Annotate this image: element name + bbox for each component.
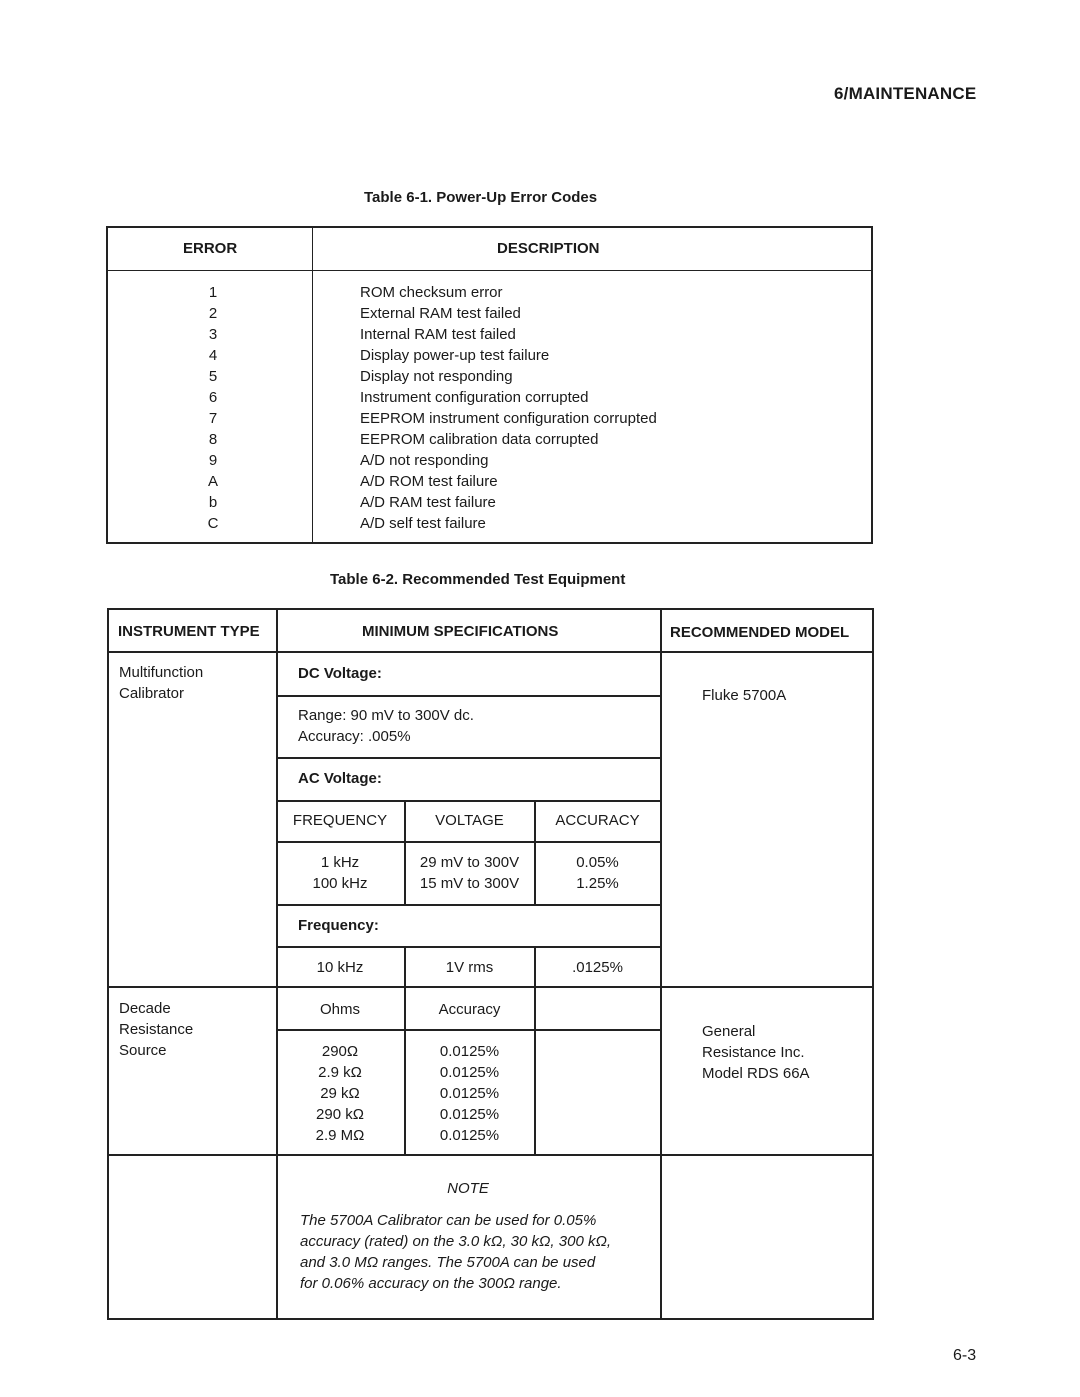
min-specs-header: MINIMUM SPECIFICATIONS xyxy=(362,623,559,640)
column-divider xyxy=(660,610,662,1318)
freq-frequency: 10 kHz xyxy=(316,959,364,976)
dc-voltage-heading: DC Voltage: xyxy=(298,665,382,682)
error-code: 9 xyxy=(208,452,218,469)
spec-divider xyxy=(276,800,660,802)
header-divider xyxy=(109,651,872,653)
instrument-name: Multifunction xyxy=(119,664,204,681)
spec-divider xyxy=(276,757,660,759)
accuracy-col-header: Accuracy xyxy=(438,1001,501,1018)
freq-accuracy: .0125% xyxy=(572,959,623,976)
ac-frequency: 1 kHz xyxy=(320,854,360,871)
instrument-type-header: INSTRUMENT TYPE xyxy=(118,623,260,640)
ohms-value: 29 kΩ xyxy=(320,1085,360,1102)
ohms-value: 2.9 kΩ xyxy=(318,1064,362,1081)
ohms-value: 2.9 MΩ xyxy=(315,1127,365,1144)
recommended-model: Fluke 5700A xyxy=(702,687,787,704)
frequency-col-header: FREQUENCY xyxy=(292,812,388,829)
error-description: Display not responding xyxy=(360,368,513,385)
ohms-accuracy: 0.0125% xyxy=(439,1106,500,1123)
ohms-value: 290 kΩ xyxy=(316,1106,364,1123)
error-code: 5 xyxy=(208,368,218,385)
section-header: 6/MAINTENANCE xyxy=(834,84,977,103)
table1-caption: Table 6-1. Power-Up Error Codes xyxy=(364,189,598,206)
instrument-name: Source xyxy=(119,1042,167,1059)
header-divider xyxy=(108,270,871,271)
description-column xyxy=(360,282,657,534)
voltage-col-header: VOLTAGE xyxy=(435,812,504,829)
description-column-header: DESCRIPTION xyxy=(497,240,600,257)
error-code: A xyxy=(207,473,218,490)
note-title: NOTE xyxy=(447,1180,489,1197)
ac-accuracy: 1.25% xyxy=(576,875,619,892)
spec-divider xyxy=(276,904,660,906)
recommended-model-header: RECOMMENDED MODEL xyxy=(670,624,850,641)
error-code-column xyxy=(188,282,238,534)
dc-accuracy: Accuracy: .005% xyxy=(298,728,411,745)
ohms-accuracy: 0.0125% xyxy=(439,1127,500,1144)
error-column-header: ERROR xyxy=(183,240,238,257)
error-description: EEPROM instrument configuration corrupted xyxy=(360,410,657,427)
error-code: 3 xyxy=(208,326,218,343)
test-equipment-table xyxy=(107,608,874,1320)
frequency-heading: Frequency: xyxy=(298,917,379,934)
note-line: for 0.06% accuracy on the 300Ω range. xyxy=(300,1275,562,1292)
recommended-model: General xyxy=(702,1023,756,1040)
ac-frequency: 100 kHz xyxy=(312,875,368,892)
row-divider xyxy=(109,1154,872,1156)
error-code: 6 xyxy=(208,389,218,406)
ohms-accuracy: 0.0125% xyxy=(439,1043,500,1060)
note-line: The 5700A Calibrator can be used for 0.05% xyxy=(300,1212,597,1229)
ohms-accuracy: 0.0125% xyxy=(439,1085,500,1102)
instrument-name: Resistance xyxy=(119,1021,194,1038)
error-code: 7 xyxy=(208,410,218,427)
error-description: A/D self test failure xyxy=(360,515,486,532)
ac-accuracy: 0.05% xyxy=(576,854,619,871)
ohms-accuracy: 0.0125% xyxy=(439,1064,500,1081)
spec-divider xyxy=(276,695,660,697)
error-description: Instrument configuration corrupted xyxy=(360,389,589,406)
row-divider xyxy=(109,986,872,988)
note-line: accuracy (rated) on the 3.0 kΩ, 30 kΩ, 300 kΩ, xyxy=(300,1233,612,1250)
ohms-col-header: Ohms xyxy=(319,1001,360,1018)
error-code: 4 xyxy=(208,347,218,364)
note-line: and 3.0 MΩ ranges. The 5700A can be used xyxy=(300,1254,596,1271)
error-code: b xyxy=(208,494,218,511)
error-code: 1 xyxy=(208,284,218,301)
error-description: Display power-up test failure xyxy=(360,347,550,364)
error-code: C xyxy=(207,515,219,532)
error-description: A/D RAM test failure xyxy=(360,494,496,511)
instrument-name: Calibrator xyxy=(119,685,185,702)
spec-divider xyxy=(276,841,660,843)
error-code: 8 xyxy=(208,431,218,448)
error-code: 2 xyxy=(208,305,218,322)
ohms-value: 290Ω xyxy=(321,1043,359,1060)
error-description: Internal RAM test failed xyxy=(360,326,516,343)
ac-voltage: 15 mV to 300V xyxy=(419,875,520,892)
page-number: 6-3 xyxy=(953,1347,977,1364)
error-description: A/D ROM test failure xyxy=(360,473,498,490)
dc-range: Range: 90 mV to 300V dc. xyxy=(298,707,474,724)
error-description: External RAM test failed xyxy=(360,305,521,322)
table2-caption: Table 6-2. Recommended Test Equipment xyxy=(330,571,626,588)
spec-divider xyxy=(276,946,660,948)
error-description: ROM checksum error xyxy=(360,284,503,301)
column-divider xyxy=(312,228,313,542)
freq-voltage: 1V rms xyxy=(445,959,494,976)
ac-voltage-heading: AC Voltage: xyxy=(298,770,382,787)
accuracy-col-header: ACCURACY xyxy=(555,812,640,829)
error-description: EEPROM calibration data corrupted xyxy=(360,431,599,448)
instrument-name: Decade xyxy=(119,1000,171,1017)
ac-voltage: 29 mV to 300V xyxy=(419,854,520,871)
error-codes-table xyxy=(106,226,873,544)
recommended-model: Model RDS 66A xyxy=(702,1065,810,1082)
error-description: A/D not responding xyxy=(360,452,489,469)
recommended-model: Resistance Inc. xyxy=(702,1044,805,1061)
spec-divider xyxy=(276,1029,660,1031)
